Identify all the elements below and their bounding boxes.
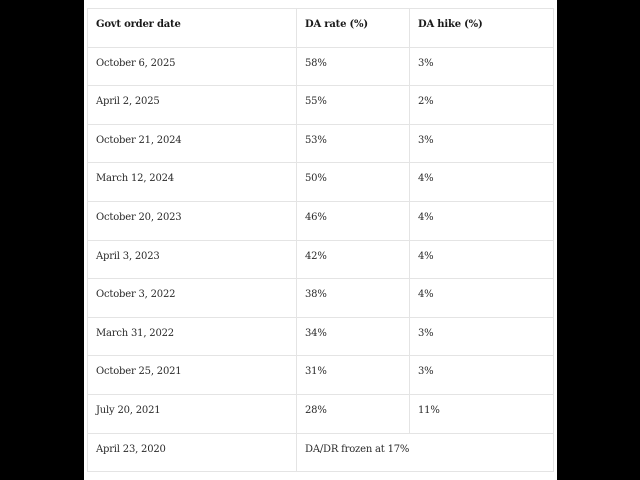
cell-hike: 2% bbox=[410, 86, 554, 125]
cell-hike: 3% bbox=[410, 47, 554, 86]
cell-hike: 11% bbox=[410, 394, 554, 433]
cell-date: October 3, 2022 bbox=[88, 279, 297, 318]
cell-rate: 28% bbox=[297, 394, 410, 433]
table-row bbox=[88, 394, 554, 433]
table-row bbox=[88, 279, 554, 318]
cell-hike: 3% bbox=[410, 124, 554, 163]
table-row bbox=[88, 163, 554, 202]
cell-date: March 31, 2022 bbox=[88, 317, 297, 356]
table-row bbox=[88, 356, 554, 395]
cell-rate: 50% bbox=[297, 163, 410, 202]
cell-rate: 46% bbox=[297, 201, 410, 240]
header-govt-order-date: Govt order date bbox=[88, 9, 297, 48]
cell-hike: 4% bbox=[410, 279, 554, 318]
cell-date: April 2, 2025 bbox=[88, 86, 297, 125]
cell-date: October 21, 2024 bbox=[88, 124, 297, 163]
table-row-frozen bbox=[88, 433, 554, 472]
page-panel bbox=[84, 0, 557, 480]
cell-hike: 4% bbox=[410, 201, 554, 240]
cell-date: October 25, 2021 bbox=[88, 356, 297, 395]
header-da-rate: DA rate (%) bbox=[297, 9, 410, 48]
cell-rate: 42% bbox=[297, 240, 410, 279]
da-rate-table bbox=[87, 8, 554, 472]
table-row bbox=[88, 47, 554, 86]
cell-rate: 31% bbox=[297, 356, 410, 395]
cell-rate: 58% bbox=[297, 47, 410, 86]
table-row bbox=[88, 317, 554, 356]
table-row bbox=[88, 124, 554, 163]
cell-hike: 4% bbox=[410, 240, 554, 279]
cell-frozen-note: DA/DR frozen at 17% bbox=[297, 433, 554, 472]
cell-rate: 38% bbox=[297, 279, 410, 318]
cell-rate: 34% bbox=[297, 317, 410, 356]
cell-rate: 55% bbox=[297, 86, 410, 125]
header-da-hike: DA hike (%) bbox=[410, 9, 554, 48]
cell-hike: 3% bbox=[410, 356, 554, 395]
cell-date: October 20, 2023 bbox=[88, 201, 297, 240]
table-row bbox=[88, 201, 554, 240]
cell-date: April 23, 2020 bbox=[88, 433, 297, 472]
table-row bbox=[88, 240, 554, 279]
cell-date: October 6, 2025 bbox=[88, 47, 297, 86]
cell-date: March 12, 2024 bbox=[88, 163, 297, 202]
table-header-row bbox=[88, 9, 554, 48]
table-row bbox=[88, 86, 554, 125]
cell-rate: 53% bbox=[297, 124, 410, 163]
cell-date: July 20, 2021 bbox=[88, 394, 297, 433]
cell-date: April 3, 2023 bbox=[88, 240, 297, 279]
cell-hike: 4% bbox=[410, 163, 554, 202]
cell-hike: 3% bbox=[410, 317, 554, 356]
